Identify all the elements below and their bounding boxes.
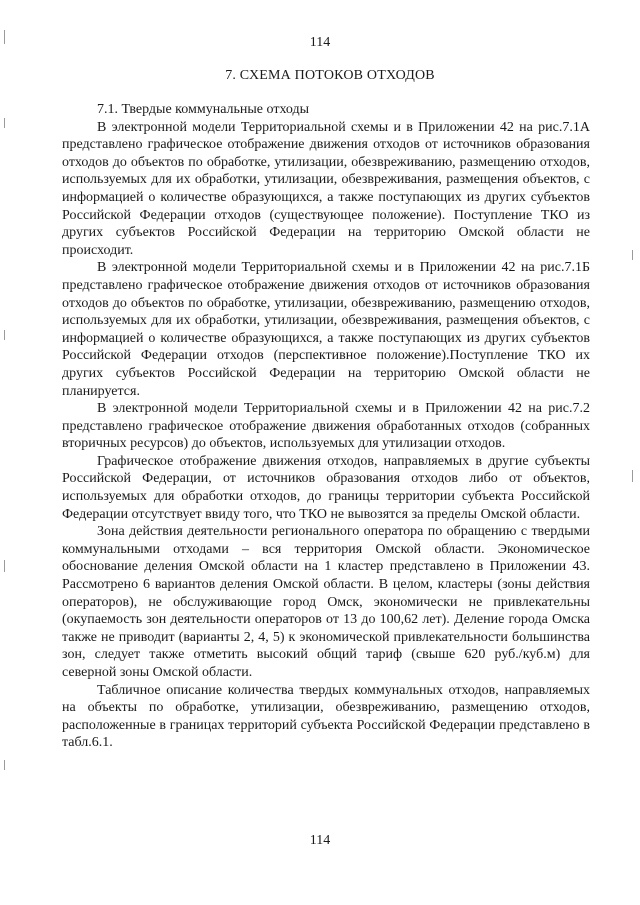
paragraph: В электронной модели Территориальной схемы и в Приложении 42 на рис.7.2 представлено графическое отображение движения обработанных отходов (собранных вторичных ресурсов) до объектов, используемых для утилизации отходов. [62, 401, 590, 452]
scan-edge-mark [4, 330, 5, 340]
paragraph: Табличное описание количества твердых коммунальных отходов, направляемых на объекты по обработке, утилизации, обезвреживанию, размещению отходов, расположенные в границах территорий субъекта Российской Федерации представлено в табл.6.1. [62, 682, 590, 751]
scan-edge-mark [632, 470, 633, 482]
page-body [62, 101, 590, 752]
paragraph: В электронной модели Территориальной схемы и в Приложении 42 на рис.7.1Б представлено графическое отображение движения отходов от источников образования отходов до объектов по обработке, утилизации, обезвреживанию, размещению отходов, используемых для их обработки, утилизации, обезвреживания, размещения объектов, с информацией о количестве образующихся, а также поступающих из других субъектов Российской Федерации отходов (перспективное положение).Поступление ТКО их других субъектов Российской Федерации на территорию Омской области не планируется. [62, 260, 590, 399]
page-number-bottom: 114 [309, 833, 331, 848]
paragraph: В электронной модели Территориальной схемы и в Приложении 42 на рис.7.1А представлено графическое отображение движения отходов от источников образования отходов до объектов по обработке, утилизации, обезвреживанию, размещению отходов, используемых для их обработки, утилизации, обезвреживания, размещения объектов, с информацией о количестве образующихся, а также поступающих из других субъектов Российской Федерации отходов (существующее положение). Поступление ТКО из других субъектов Российской Федерации на территорию Омской области не происходит. [62, 119, 590, 258]
section-title: 7. СХЕМА ПОТОКОВ ОТХОДОВ [225, 68, 435, 83]
scan-edge-mark [4, 760, 5, 770]
scan-edge-mark [4, 560, 5, 572]
paragraph: Зона действия деятельности регионального оператора по обращению с твердыми коммунальными отходами – вся территория Омской области. Экономическое обоснование деления Омской области на 1 кластер представлено в Приложении 43. Рассмотрено 6 вариантов деления Омской области. В целом, кластеры (зоны действия операторов), не обслуживающие город Омск, экономически не привлекательны (окупаемость зон деятельности операторов от 13 до 100,62 лет). Деление города Омска также не приводит (варианты 2, 4, 5) к экономической привлекательности большинства зон, следует также отметить высокий общий тариф (свыше 620 руб./куб.м) для северной зоны Омской области. [62, 524, 590, 680]
page-number-top: 114 [309, 35, 331, 50]
scan-edge-mark [4, 118, 5, 128]
subsection-heading: 7.1. Твердые коммунальные отходы [97, 102, 310, 117]
scan-edge-mark [632, 250, 633, 260]
paragraph: Графическое отображение движения отходов, направляемых в другие субъекты Российской Федерации, от источников образования отходов либо от объектов, используемых для обработки отходов, до границы территории субъекта Российской Федерации отсутствует ввиду того, что ТКО не вывозятся за пределы Омской области. [62, 453, 590, 522]
